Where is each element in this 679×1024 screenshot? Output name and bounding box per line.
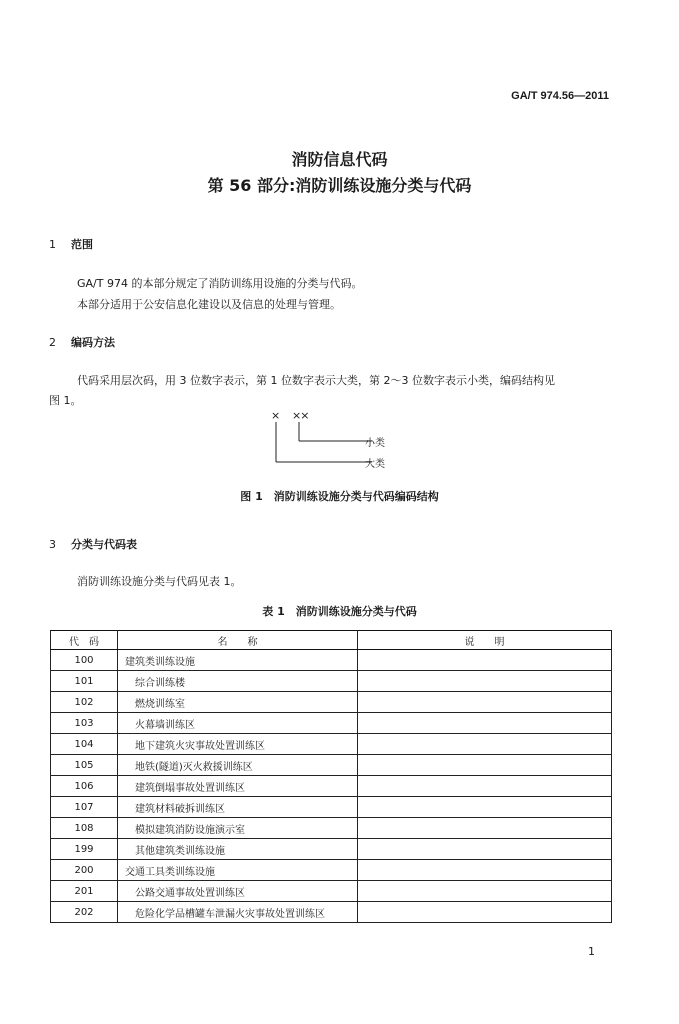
header-note: 说 明 — [358, 631, 612, 650]
table-row — [51, 692, 612, 713]
cell-note — [358, 797, 612, 818]
cell-code: 107 — [51, 797, 118, 818]
cell-note — [358, 860, 612, 881]
cell-code: 103 — [51, 713, 118, 734]
figure-label-major: 大类 — [365, 459, 385, 470]
table-row — [51, 839, 612, 860]
cell-code: 106 — [51, 776, 118, 797]
cell-name: 火幕墙训练区 — [118, 713, 358, 734]
figure-symbol-minor: ×× — [292, 409, 309, 422]
document-title: 消防信息代码 — [291, 150, 388, 169]
section-1-heading — [49, 236, 93, 252]
cell-name: 燃烧训练室 — [118, 692, 358, 713]
section-title: 范围 — [71, 238, 93, 251]
cell-name: 建筑倒塌事故处置训练区 — [118, 776, 358, 797]
table-row — [51, 734, 612, 755]
table-row — [51, 755, 612, 776]
table-caption: 表 1 消防训练设施分类与代码 — [262, 605, 417, 618]
section-3-paragraph: 消防训练设施分类与代码见表 1。 — [77, 575, 242, 588]
cell-note — [358, 671, 612, 692]
table-row — [51, 881, 612, 902]
section-2-heading — [49, 334, 115, 350]
table-row — [51, 650, 612, 671]
section-2-paragraph-line-2: 图 1。 — [49, 394, 82, 407]
cell-code: 108 — [51, 818, 118, 839]
table-row — [51, 902, 612, 923]
cell-code: 100 — [51, 650, 118, 671]
section-title: 分类与代码表 — [71, 538, 137, 551]
cell-code: 102 — [51, 692, 118, 713]
section-number: 2 — [49, 336, 56, 349]
cell-name: 公路交通事故处置训练区 — [118, 881, 358, 902]
header-code: 代 码 — [51, 631, 118, 650]
cell-code: 202 — [51, 902, 118, 923]
cell-note — [358, 650, 612, 671]
section-1-paragraph-1: GA/T 974 的本部分规定了消防训练用设施的分类与代码。 — [77, 277, 363, 290]
coding-structure-diagram — [268, 420, 378, 470]
cell-name: 综合训练楼 — [118, 671, 358, 692]
cell-note — [358, 881, 612, 902]
cell-code: 200 — [51, 860, 118, 881]
classification-code-table — [50, 630, 612, 923]
cell-code: 105 — [51, 755, 118, 776]
section-number: 3 — [49, 538, 56, 551]
table-row — [51, 797, 612, 818]
cell-name: 建筑材料破拆训练区 — [118, 797, 358, 818]
table-row — [51, 713, 612, 734]
cell-name: 地下建筑火灾事故处置训练区 — [118, 734, 358, 755]
cell-code: 199 — [51, 839, 118, 860]
cell-code: 101 — [51, 671, 118, 692]
table-header-row — [51, 631, 612, 650]
cell-name: 模拟建筑消防设施演示室 — [118, 818, 358, 839]
cell-name: 地铁(隧道)灭火救援训练区 — [118, 755, 358, 776]
section-3-heading — [49, 536, 137, 552]
table-row — [51, 860, 612, 881]
section-2-paragraph-line-1: 代码采用层次码，用 3 位数字表示，第 1 位数字表示大类，第 2～3 位数字表示小类，编码结构见 — [77, 374, 555, 387]
page-number: 1 — [588, 945, 595, 958]
cell-note — [358, 713, 612, 734]
cell-note — [358, 902, 612, 923]
section-number: 1 — [49, 238, 56, 251]
cell-note — [358, 776, 612, 797]
section-title: 编码方法 — [71, 336, 115, 349]
document-subtitle: 第 56 部分:消防训练设施分类与代码 — [207, 176, 472, 195]
figure-symbol-major: × — [271, 409, 281, 422]
table-row — [51, 671, 612, 692]
cell-name: 交通工具类训练设施 — [118, 860, 358, 881]
header-name: 名 称 — [118, 631, 358, 650]
cell-code: 201 — [51, 881, 118, 902]
cell-note — [358, 818, 612, 839]
table-row — [51, 818, 612, 839]
cell-note — [358, 755, 612, 776]
section-1-paragraph-2: 本部分适用于公安信息化建设以及信息的处理与管理。 — [77, 298, 341, 311]
cell-note — [358, 692, 612, 713]
cell-name: 建筑类训练设施 — [118, 650, 358, 671]
figure-caption: 图 1 消防训练设施分类与代码编码结构 — [240, 490, 439, 503]
table-row — [51, 776, 612, 797]
cell-note — [358, 734, 612, 755]
cell-note — [358, 839, 612, 860]
figure-label-minor: 小类 — [365, 438, 385, 449]
cell-name: 危险化学品槽罐车泄漏火灾事故处置训练区 — [118, 902, 358, 923]
cell-name: 其他建筑类训练设施 — [118, 839, 358, 860]
standard-number: GA/T 974.56—2011 — [511, 90, 609, 102]
cell-code: 104 — [51, 734, 118, 755]
